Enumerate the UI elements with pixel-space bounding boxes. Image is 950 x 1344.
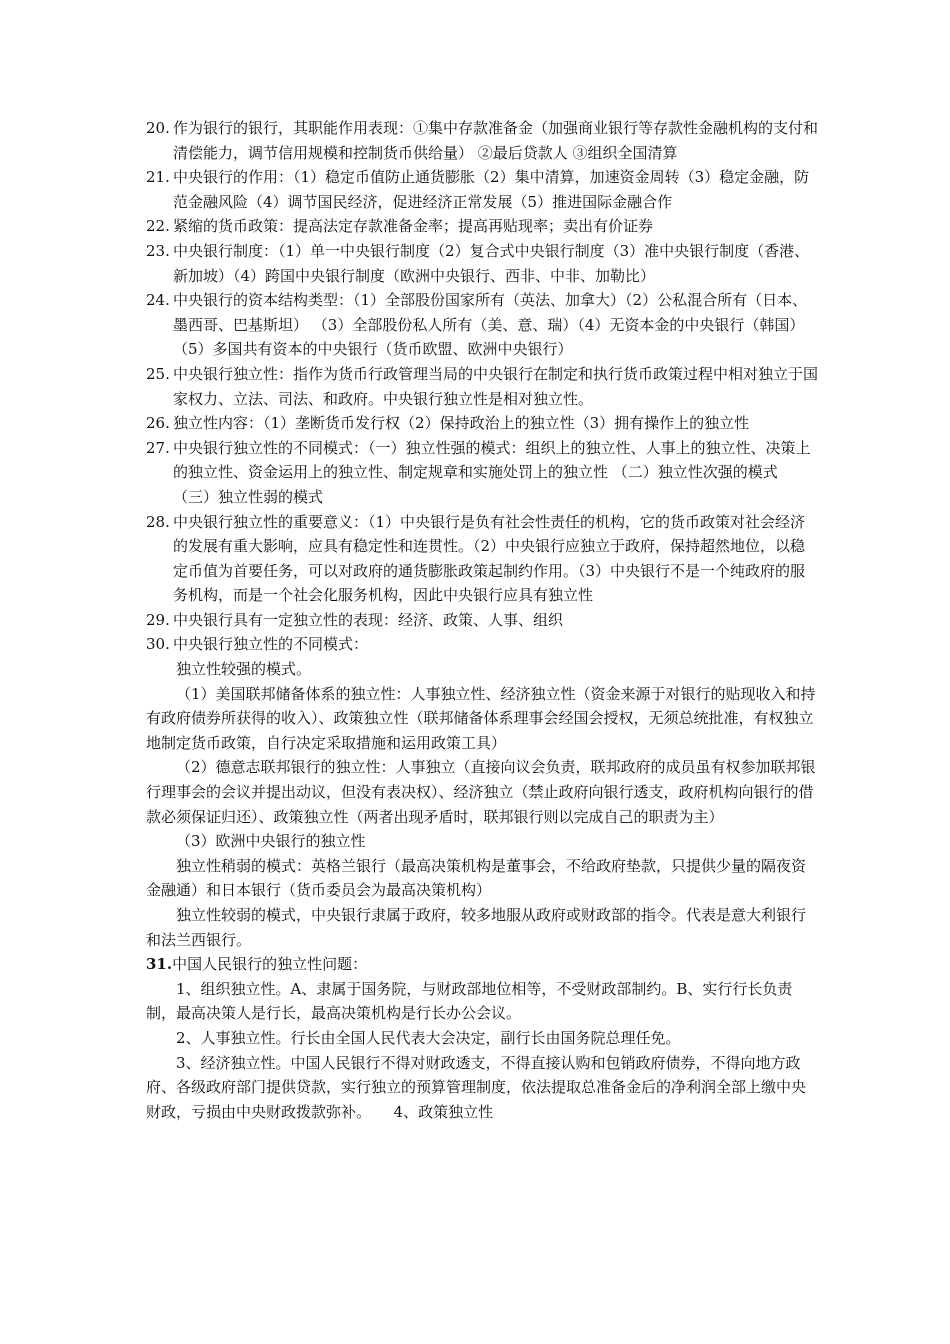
- document-body: [146, 116, 818, 1124]
- economic-independence-paragraph: [146, 1051, 818, 1125]
- item-text: 紧缩的货币政策：提高法定存款准备金率；提高再贴现率；卖出有价证券: [173, 217, 654, 236]
- item-number: 29.: [146, 610, 170, 629]
- ecb-paragraph: （3）欧洲中央银行的独立性: [176, 832, 366, 851]
- item-number: 21.: [146, 168, 170, 187]
- org-independence-paragraph: 1、组织独立性。A、隶属于国务院，与财政部地位相等，不受财政部制约。B、实行行长负责制，最高决策人是行长，最高决策机构是行长办公会议。: [146, 979, 793, 1023]
- item-text: 独立性内容：（1）垄断货币发行权（2）保持政治上的独立性（3）拥有操作上的独立性: [173, 414, 750, 433]
- item-number: 30.: [146, 635, 170, 654]
- item-text: 中央银行制度：（1）单一中央银行制度（2）复合式中央银行制度（3）准中央银行制度（香港、新加坡）（4）跨国中央银行制度（欧洲中央银行、西非、中非、加勒比）: [173, 241, 810, 285]
- item-number: 27.: [146, 438, 170, 457]
- list-item-21: [146, 165, 818, 214]
- item-text: 中央银行的作用：（1）稳定币值防止通货膨胀（2）集中清算，加速资金周转（3）稳定金融，防范金融风险（4）调节国民经济，促进经济正常发展（5）推进国际金融合作: [173, 168, 810, 211]
- item-text: 中央银行的资本结构类型：（1）全部股份国家所有（英法、加拿大）（2）公私混合所有（日本、墨西哥、巴基斯坦） （3）全部股份私人所有（美、意、瑞）（4）无资本金的中央银行（韩国）（5）多国共有资本的中央银行（货币欧盟、欧洲中央银行）: [173, 291, 808, 359]
- list-item-20: [146, 116, 818, 165]
- list-item-26: [146, 411, 818, 436]
- list-item-25: [146, 362, 818, 411]
- list-item-22: [146, 214, 818, 239]
- item-text: 中央银行独立性：指作为货币行政管理当局的中央银行在制定和执行货币政策过程中相对独立于国家权力、立法、司法、和政府。中央银行独立性是相对独立性。: [173, 364, 819, 408]
- item-number: 28.: [146, 512, 170, 531]
- list-item-24: [146, 288, 818, 362]
- list-item-29: [146, 608, 818, 633]
- item-text: 中央银行独立性的重要意义：（1）中央银行是负有社会性责任的机构，它的货币政策对社会经济的发展有重大影响，应具有稳定性和连贯性。（2）中央银行应独立于政府，保持超然地位，以稳定币值为首要任务，可以对政府的通货膨胀政策起制约作用。（3）中央银行不是一个纯政府的服务机构，而是一个社会化服务机构，因此中央银行应具有独立性: [173, 512, 806, 605]
- item-text: 中央银行独立性的不同模式：: [173, 635, 369, 654]
- item-number: 24.: [146, 291, 170, 310]
- list-item-27: [146, 436, 818, 510]
- strong-mode-title: 独立性较强的模式。: [176, 660, 312, 679]
- bundesbank-paragraph: （2）德意志联邦银行的独立性：人事独立（直接向议会负责，联邦政府的成员虽有权参加联邦银行理事会的会议并提出动议，但没有表决权）、经济独立（禁止政府向银行透支，政府机构向银行的借款必须保证归还）、政策独立性（两者出现矛盾时，联邦银行则以完成自己的职责为主）: [146, 758, 816, 826]
- item-text: 中央银行独立性的不同模式：（一）独立性强的模式：组织上的独立性、人事上的独立性、决策上的独立性、资金运用上的独立性、制定规章和实施处罚上的独立性 （二）独立性次强的模式 （三）独立性弱的模式: [173, 438, 811, 506]
- section-31-heading: [146, 952, 818, 977]
- weak-mode-paragraph: 独立性较弱的模式，中央银行隶属于政府，较多地服从政府或财政部的指令。代表是意大利银行和法兰西银行。: [146, 906, 807, 949]
- section-number: 31.: [146, 955, 173, 974]
- section-title: 中国人民银行的独立性问题：: [172, 955, 368, 974]
- economic-text: 3、经济独立性。中国人民银行不得对财政透支，不得直接认购和包销政府债券，不得向地方政府、各级政府部门提供贷款，实行独立的预算管理制度，依法提取总准备金后的净利润全部上缴中央财政，亏损由中央财政拨款弥补。: [146, 1053, 807, 1121]
- personnel-independence-paragraph: 2、人事独立性。行长由全国人民代表大会决定，副行长由国务院总理任免。: [176, 1028, 681, 1047]
- weaker-mode-paragraph: 独立性稍弱的模式：英格兰银行（最高决策机构是董事会，不给政府垫款，只提供少量的隔夜资金融通）和日本银行（货币委员会为最高决策机构）: [146, 856, 807, 900]
- list-item-30: [146, 632, 818, 657]
- policy-independence-text: 4、政策独立性: [393, 1102, 494, 1121]
- item-number: 25.: [146, 364, 170, 383]
- item-text: 作为银行的银行，其职能作用表现：①集中存款准备金（加强商业银行等存款性金融机构的支付和清偿能力，调节信用规模和控制货币供给量） ②最后贷款人 ③组织全国清算: [173, 119, 819, 162]
- item-number: 26.: [146, 414, 170, 433]
- item-text: 中央银行具有一定独立性的表现：经济、政策、人事、组织: [173, 610, 564, 629]
- item-number: 23.: [146, 241, 170, 260]
- list-item-28: [146, 510, 818, 608]
- item-number: 22.: [146, 217, 170, 236]
- list-item-23: [146, 239, 818, 288]
- item-number: 20.: [146, 119, 170, 137]
- us-fed-paragraph: （1）美国联邦储备体系的独立性：人事独立性、经济独立性（资金来源于对银行的贴现收入和持有政府债券所获得的收入）、政策独立性（联邦储备体系理事会经国会授权，无须总统批准，有权独立地制定货币政策，自行决定采取措施和运用政策工具）: [146, 684, 816, 752]
